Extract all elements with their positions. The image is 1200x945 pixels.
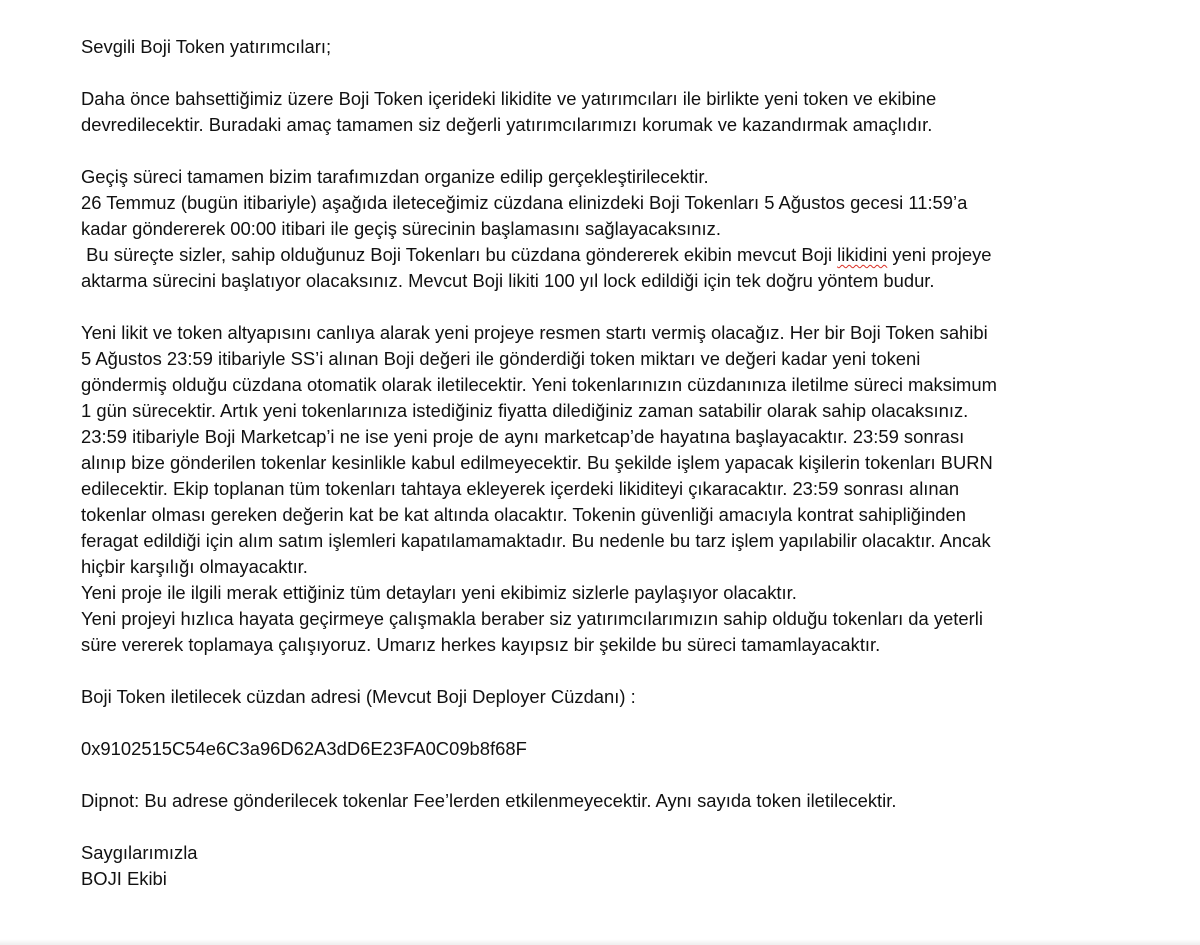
paragraph-gap: [81, 658, 1176, 684]
closing: Saygılarımızla: [81, 842, 198, 863]
salutation: Sevgili Boji Token yatırımcıları;: [81, 36, 332, 57]
footnote: Dipnot: Bu adrese gönderilecek tokenlar Fee’lerden etkilenmeyecektir. Aynı sayıda token iletilecektir.: [81, 790, 897, 811]
paragraph-gap: [81, 138, 1176, 164]
process-text-start: Bu süreçte sizler, sahip olduğunuz Boji Tokenları bu cüzdana göndererek ekibin mevcut Boji: [81, 244, 838, 265]
paragraph-gap: [81, 710, 1176, 736]
paragraph-gap: [81, 60, 1176, 86]
process-text-end: yeni projeye aktarma sürecini başlatıyor olacaksınız. Mevcut Boji likiti 100 yıl lock edildiği için tek doğru yöntem budur.: [81, 244, 992, 291]
spellcheck-flagged-word[interactable]: likidini: [837, 244, 888, 265]
process-paragraph: [81, 242, 1176, 294]
letter-body: [81, 34, 1176, 892]
details-paragraph: Yeni likit ve token altyapısını canlıya alarak yeni projeye resmen startı vermiş olacağız. Her bir Boji Token sahibi 5 Ağustos 23:59 itibariyle SS’i alınan Boji değeri ile gönderdiği token miktarı ve değeri kadar yeni tokeni göndermiş olduğu cüzdana otomatik olarak iletilecektir. Yeni tokenlarınızın cüzdanınıza iletilme süreci maksimum 1 gün sürecektir. Artık yeni tokenlarınıza istediğiniz fiyatta dilediğiniz zaman satabilir olarak sahip olacaksınız. 23:59 itibariyle Boji Marketcap’i ne ise yeni proje de aynı marketcap’de hayatına başlayacaktır. 23:59 sonrası alınıp bize gönderilen tokenlar kesinlikle kabul edilmeyecektir. Bu şekilde işlem yapacak kişilerin tokenları BURN edilecektir. Ekip toplanan tüm tokenları tahtaya ekleyerek içerdeki likiditeyi çıkaracaktır. 23:59 sonrası alınan tokenlar olması gereken değerin kat be kat altında olacaktır. Tokenin güvenliği amacıyla kontrat sahipliğinden feragat edildiği için alım satım işlemleri kapatılamamaktadır. Bu nedenle bu tarz işlem yapılabilir olacaktır. Ancak hiçbir karşılığı olmayacaktır. Yeni proje ile ilgili merak ettiğiniz tüm detayları yeni ekibimiz sizlerle paylaşıyor olacaktır. Yeni projeyi hızlıca hayata geçirmeye çalışmakla beraber siz yatırımcılarımızın sahip olduğu tokenları da yeterli süre vererek toplamaya çalışıyoruz. Umarız herkes kayıpsız bir şekilde bu süreci tamamlayacaktır.: [81, 322, 997, 655]
intro-paragraph: Daha önce bahsettiğimiz üzere Boji Token içerideki likidite ve yatırımcıları ile birlikte yeni token ve ekibine devredilecektir. Buradaki amaç tamamen siz değerli yatırımcılarımızı korumak ve kazandırmak amaçlıdır.: [81, 88, 937, 135]
signature: BOJI Ekibi: [81, 868, 167, 889]
page-bottom-edge: [0, 939, 1200, 945]
paragraph-gap: [81, 762, 1176, 788]
address-label: Boji Token iletilecek cüzdan adresi (Mevcut Boji Deployer Cüzdanı) :: [81, 686, 636, 707]
transition-paragraph: Geçiş süreci tamamen bizim tarafımızdan organize edilip gerçekleştirilecektir. 26 Temmuz (bugün itibariyle) aşağıda ileteceğimiz cüzdana elinizdeki Boji Tokenları 5 Ağustos gecesi 11:59’a kadar göndererek 00:00 itibari ile geçiş sürecinin başlamasını sağlayacaksınız.: [81, 166, 968, 239]
paragraph-gap: [81, 814, 1176, 840]
paragraph-gap: [81, 294, 1176, 320]
wallet-address[interactable]: 0x9102515C54e6C3a96D62A3dD6E23FA0C09b8f68F: [81, 738, 527, 759]
